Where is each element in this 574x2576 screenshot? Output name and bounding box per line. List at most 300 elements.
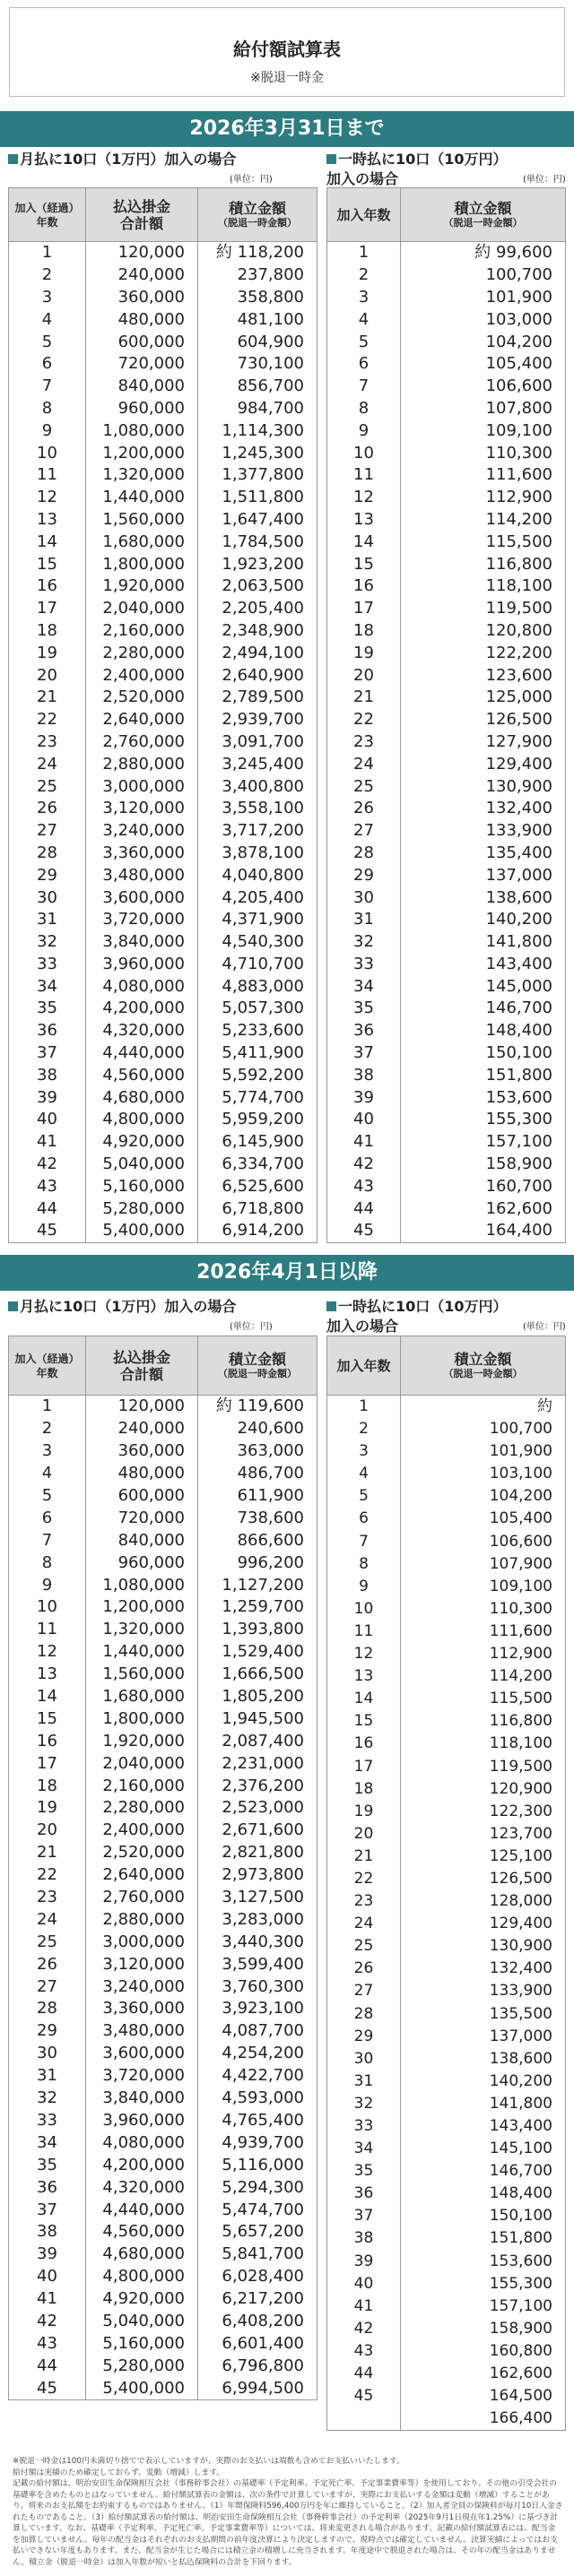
table-row <box>9 1440 317 1463</box>
cell-years: 24 <box>327 1913 401 1935</box>
table-row <box>327 909 566 931</box>
cell-accumulated: 1,511,800 <box>198 487 317 509</box>
cell-years: 45 <box>9 1220 86 1242</box>
cell-years: 44 <box>9 2355 86 2377</box>
cell-paid: 960,000 <box>86 398 198 420</box>
cell-paid: 4,080,000 <box>86 2131 198 2154</box>
cell-accumulated: 約 118,200 <box>198 242 317 264</box>
cell-years: 8 <box>327 398 401 420</box>
cell-accumulated: 5,116,000 <box>198 2154 317 2176</box>
footnotes <box>13 2456 563 2568</box>
cell-accumulated: 106,600 <box>401 1531 566 1553</box>
table-row <box>327 2183 566 2205</box>
table-row <box>9 308 317 331</box>
table-row <box>9 1641 317 1664</box>
cell-paid: 4,680,000 <box>86 1086 198 1109</box>
cell-paid: 4,320,000 <box>86 1020 198 1042</box>
table-row <box>9 419 317 442</box>
cell-paid: 1,560,000 <box>86 509 198 532</box>
cell-years: 12 <box>9 1641 86 1664</box>
cell-paid: 3,720,000 <box>86 909 198 931</box>
cell-paid: 4,200,000 <box>86 998 198 1020</box>
table-row <box>9 1042 317 1065</box>
cell-years: 18 <box>327 620 401 643</box>
table-row <box>9 1953 317 1975</box>
title-box <box>9 7 565 97</box>
cell-years: 34 <box>9 975 86 998</box>
table-row <box>327 1485 566 1508</box>
cell-paid: 600,000 <box>86 331 198 353</box>
table-row <box>327 1396 566 1419</box>
cell-paid: 3,960,000 <box>86 2110 198 2132</box>
lump-heading-1: 一時払に10口（10万円） <box>326 150 508 169</box>
cell-accumulated: 130,900 <box>401 775 566 798</box>
cell-years: 5 <box>9 331 86 353</box>
table-row <box>327 1958 566 1980</box>
cell-paid: 720,000 <box>86 353 198 376</box>
cell-accumulated: 151,800 <box>401 2227 566 2250</box>
table-row <box>9 1109 317 1131</box>
table-row <box>9 2176 317 2199</box>
table-row <box>327 1086 566 1109</box>
cell-accumulated: 125,100 <box>401 1846 566 1868</box>
cell-accumulated: 4,765,400 <box>198 2110 317 2132</box>
table-row <box>327 687 566 709</box>
cell-accumulated: 133,900 <box>401 1980 566 2002</box>
cell-years: 12 <box>9 487 86 509</box>
cell-years: 6 <box>327 353 401 376</box>
cell-accumulated: 3,127,500 <box>198 1887 317 1909</box>
cell-accumulated: 137,000 <box>401 864 566 886</box>
cell-years: 10 <box>9 442 86 464</box>
cell-accumulated: 3,878,100 <box>198 843 317 865</box>
table-row <box>327 886 566 909</box>
cell-accumulated: 5,057,300 <box>198 998 317 1020</box>
cell-accumulated: 611,900 <box>198 1485 317 1508</box>
cell-accumulated: 5,474,700 <box>198 2199 317 2221</box>
cell-accumulated: 155,300 <box>401 1109 566 1131</box>
cell-paid: 3,360,000 <box>86 1998 198 2020</box>
cell-accumulated: 148,400 <box>401 2183 566 2205</box>
cell-years: 6 <box>327 1508 401 1530</box>
cell-paid: 1,320,000 <box>86 464 198 487</box>
cell-accumulated: 148,400 <box>401 1020 566 1042</box>
cell-paid: 1,680,000 <box>86 531 198 553</box>
cell-accumulated: 6,914,200 <box>198 1220 317 1242</box>
cell-years: 40 <box>9 1109 86 1131</box>
lump-heading-2: 一時払に10口（10万円） <box>326 1297 508 1317</box>
cell-accumulated: 4,939,700 <box>198 2131 317 2154</box>
cell-years: 23 <box>327 731 401 754</box>
table-row <box>327 2340 566 2363</box>
cell-paid: 2,880,000 <box>86 753 198 775</box>
cell-accumulated: 115,500 <box>401 1688 566 1710</box>
table-row <box>9 464 317 487</box>
cell-years: 8 <box>327 1553 401 1576</box>
cell-years: 16 <box>327 1733 401 1755</box>
cell-accumulated: 6,796,800 <box>198 2355 317 2377</box>
table-row <box>9 531 317 553</box>
cell-years: 26 <box>9 1953 86 1975</box>
cell-years: 33 <box>9 954 86 976</box>
cell-years: 32 <box>327 2093 401 2115</box>
table-row <box>9 1664 317 1686</box>
cell-years: 9 <box>327 1576 401 1598</box>
cell-paid: 1,560,000 <box>86 1664 198 1686</box>
cell-accumulated: 約 119,600 <box>198 1396 317 1418</box>
cell-accumulated: 2,973,800 <box>198 1864 317 1887</box>
cell-paid: 3,240,000 <box>86 1975 198 1998</box>
cell-years: 15 <box>9 1707 86 1730</box>
table-row <box>327 1846 566 1868</box>
table-row <box>9 2355 317 2377</box>
cell-accumulated: 2,640,900 <box>198 664 317 687</box>
cell-years: 1 <box>327 242 401 264</box>
cell-years: 27 <box>327 820 401 843</box>
table-row <box>9 2088 317 2110</box>
table-row <box>9 1596 317 1619</box>
cell-accumulated: 1,245,300 <box>198 442 317 464</box>
cell-accumulated: 6,408,200 <box>198 2311 317 2333</box>
cell-paid: 2,400,000 <box>86 664 198 687</box>
cell-years: 38 <box>9 2221 86 2243</box>
cell-years: 22 <box>327 709 401 731</box>
table-row <box>327 1042 566 1065</box>
cell-paid: 480,000 <box>86 1463 198 1485</box>
cell-years: 33 <box>327 954 401 976</box>
cell-accumulated: 123,600 <box>401 664 566 687</box>
cell-accumulated: 109,100 <box>401 419 566 442</box>
cell-years: 37 <box>327 1042 401 1065</box>
cell-years: 25 <box>9 775 86 798</box>
cell-years: 5 <box>9 1485 86 1508</box>
table-row <box>9 487 317 509</box>
table-row <box>9 931 317 954</box>
table-row <box>9 331 317 353</box>
cell-years: 21 <box>327 687 401 709</box>
cell-paid: 3,000,000 <box>86 775 198 798</box>
table-row <box>327 376 566 398</box>
cell-years: 38 <box>327 2227 401 2250</box>
cell-accumulated: 126,500 <box>401 1868 566 1890</box>
table-row <box>327 1440 566 1463</box>
cell-accumulated: 140,200 <box>401 909 566 931</box>
cell-years: 14 <box>9 1686 86 1708</box>
cell-accumulated: 6,994,500 <box>198 2377 317 2399</box>
cell-years: 43 <box>9 1175 86 1197</box>
cell-years: 4 <box>9 308 86 331</box>
cell-years: 7 <box>9 376 86 398</box>
cell-accumulated: 122,300 <box>401 1801 566 1823</box>
cell-accumulated: 3,091,700 <box>198 731 317 754</box>
table-row <box>9 1887 317 1909</box>
cell-years: 28 <box>9 843 86 865</box>
monthly-table-2 <box>8 1336 317 2400</box>
cell-accumulated: 6,334,700 <box>198 1154 317 1176</box>
table-row <box>9 1864 317 1887</box>
cell-accumulated: 162,600 <box>401 1197 566 1220</box>
table-row <box>9 1552 317 1574</box>
cell-years: 16 <box>9 1730 86 1752</box>
cell-accumulated: 996,200 <box>198 1552 317 1574</box>
cell-years: 33 <box>9 2110 86 2132</box>
table-row <box>327 664 566 687</box>
cell-paid: 4,680,000 <box>86 2243 198 2266</box>
cell-accumulated: 104,200 <box>401 1485 566 1508</box>
monthly-unit-1: (単位：円) <box>230 175 273 185</box>
cell-years: 41 <box>9 2288 86 2311</box>
cell-years: 9 <box>9 419 86 442</box>
cell-accumulated: 5,774,700 <box>198 1086 317 1109</box>
cell-paid: 3,600,000 <box>86 2043 198 2065</box>
table-row <box>9 598 317 620</box>
cell-accumulated: 1,114,300 <box>198 419 317 442</box>
cell-years: 30 <box>9 886 86 909</box>
table-row <box>327 1688 566 1710</box>
cell-paid: 3,000,000 <box>86 1931 198 1953</box>
cell-paid: 2,040,000 <box>86 598 198 620</box>
cell-accumulated: 1,647,400 <box>198 509 317 532</box>
table-row <box>9 353 317 376</box>
cell-years: 23 <box>327 1890 401 1913</box>
cell-years: 44 <box>9 1197 86 1220</box>
cell-years: 31 <box>327 909 401 931</box>
cell-accumulated: 1,945,500 <box>198 1707 317 1730</box>
cell-years: 32 <box>327 931 401 954</box>
table-row <box>327 1154 566 1176</box>
cell-accumulated: 3,599,400 <box>198 1953 317 1975</box>
table-row <box>327 1868 566 1890</box>
cell-paid: 3,240,000 <box>86 820 198 843</box>
cell-years: 18 <box>9 1775 86 1797</box>
cell-years: 29 <box>9 864 86 886</box>
cell-accumulated: 481,100 <box>198 308 317 331</box>
cell-accumulated: 2,789,500 <box>198 687 317 709</box>
period-banner-1: 2026年3月31日まで <box>0 111 574 147</box>
cell-accumulated: 1,529,400 <box>198 1641 317 1664</box>
cell-paid: 1,320,000 <box>86 1619 198 1641</box>
cell-years: 17 <box>327 598 401 620</box>
table-row <box>327 2003 566 2026</box>
cell-paid: 3,480,000 <box>86 2020 198 2043</box>
cell-accumulated: 5,411,900 <box>198 1042 317 1065</box>
footnote: ※脱退一時金は100円未満切り捨てで表示していますが、実際のお支払いは端数も含めてお支払いいたします。 <box>13 2457 404 2466</box>
cell-years: 22 <box>327 1868 401 1890</box>
cell-accumulated: 2,348,900 <box>198 620 317 643</box>
cell-paid: 4,800,000 <box>86 2266 198 2288</box>
cell-years: 5 <box>327 1485 401 1508</box>
cell-accumulated: 157,100 <box>401 2295 566 2318</box>
cell-accumulated: 5,959,200 <box>198 1109 317 1131</box>
cell-accumulated: 237,800 <box>198 264 317 287</box>
table-row <box>327 1131 566 1154</box>
cell-years: 43 <box>327 1175 401 1197</box>
cell-accumulated: 6,217,200 <box>198 2288 317 2311</box>
cell-years: 34 <box>327 2138 401 2160</box>
cell-accumulated: 1,666,500 <box>198 1664 317 1686</box>
cell-years: 12 <box>327 487 401 509</box>
cell-years: 15 <box>327 553 401 575</box>
page-subtitle: ※脱退一時金 <box>250 71 324 85</box>
cell-accumulated: 6,601,400 <box>198 2332 317 2355</box>
table-row <box>9 620 317 643</box>
cell-accumulated: 120,900 <box>401 1778 566 1801</box>
cell-years: 25 <box>9 1931 86 1953</box>
cell-accumulated: 157,100 <box>401 1131 566 1154</box>
cell-paid: 120,000 <box>86 1396 198 1418</box>
table-row <box>327 1913 566 1935</box>
cell-years: 22 <box>9 1864 86 1887</box>
cell-years: 39 <box>327 1086 401 1109</box>
cell-accumulated: 120,800 <box>401 620 566 643</box>
cell-years: 11 <box>327 464 401 487</box>
table-row <box>327 2048 566 2070</box>
cell-years: 6 <box>9 353 86 376</box>
cell-years: 20 <box>9 664 86 687</box>
cell-accumulated: 135,500 <box>401 2003 566 2026</box>
table-row <box>327 1778 566 1801</box>
table-row <box>327 264 566 287</box>
table-row <box>9 954 317 976</box>
cell-years: 20 <box>327 664 401 687</box>
cell-years: 26 <box>327 1958 401 1980</box>
cell-accumulated: 162,600 <box>401 2363 566 2385</box>
table-row <box>327 1220 566 1242</box>
table-row <box>9 998 317 1020</box>
table-row <box>327 620 566 643</box>
lump-heading-1b: 加入の場合 <box>326 170 399 187</box>
cell-accumulated: 126,500 <box>401 709 566 731</box>
cell-accumulated: 2,205,400 <box>198 598 317 620</box>
table-row <box>327 2251 566 2273</box>
cell-accumulated: 112,900 <box>401 487 566 509</box>
cell-paid: 5,160,000 <box>86 1175 198 1197</box>
cell-years: 26 <box>9 798 86 820</box>
table-row <box>327 1733 566 1755</box>
cell-years: 42 <box>9 2311 86 2333</box>
cell-accumulated: 3,923,100 <box>198 1998 317 2020</box>
cell-paid: 1,920,000 <box>86 575 198 598</box>
cell-years: 33 <box>327 2115 401 2138</box>
cell-years: 37 <box>327 2205 401 2227</box>
cell-paid: 2,040,000 <box>86 1752 198 1775</box>
cell-years: 44 <box>327 2363 401 2385</box>
table-row <box>9 264 317 287</box>
cell-years: 25 <box>327 1935 401 1958</box>
cell-paid: 2,880,000 <box>86 1908 198 1931</box>
cell-accumulated: 153,600 <box>401 1086 566 1109</box>
square-bullet-icon <box>8 1301 18 1311</box>
cell-accumulated: 4,087,700 <box>198 2020 317 2043</box>
lump-unit-2: (単位：円) <box>523 1322 566 1332</box>
table-row <box>9 2199 317 2221</box>
cell-accumulated: 5,841,700 <box>198 2243 317 2266</box>
cell-accumulated: 4,883,000 <box>198 975 317 998</box>
cell-years: 45 <box>9 2377 86 2399</box>
cell-accumulated: 2,231,000 <box>198 1752 317 1775</box>
cell-accumulated: 4,371,900 <box>198 909 317 931</box>
cell-years: 39 <box>9 2243 86 2266</box>
cell-paid: 1,200,000 <box>86 442 198 464</box>
table-row <box>327 1756 566 1778</box>
table-row <box>327 2026 566 2048</box>
cell-accumulated: 135,400 <box>401 843 566 865</box>
table-row <box>327 2070 566 2093</box>
cell-years: 14 <box>327 1688 401 1710</box>
cell-accumulated: 138,600 <box>401 886 566 909</box>
cell-accumulated: 118,100 <box>401 1733 566 1755</box>
cell-years: 31 <box>9 2065 86 2088</box>
cell-accumulated: 1,127,200 <box>198 1574 317 1596</box>
cell-accumulated: 164,500 <box>401 2385 566 2407</box>
cell-accumulated: 104,200 <box>401 331 566 353</box>
square-bullet-icon <box>8 154 18 164</box>
cell-paid: 5,160,000 <box>86 2332 198 2355</box>
cell-years: 6 <box>9 1507 86 1529</box>
cell-paid: 1,680,000 <box>86 1686 198 1708</box>
cell-paid: 360,000 <box>86 1440 198 1463</box>
cell-years: 2 <box>9 264 86 287</box>
cell-accumulated: 1,377,800 <box>198 464 317 487</box>
table-row <box>327 731 566 754</box>
table-row <box>327 1801 566 1823</box>
cell-accumulated: 2,671,600 <box>198 1820 317 1842</box>
table-row <box>9 1975 317 1998</box>
table-row <box>9 1529 317 1552</box>
table-row <box>9 1931 317 1953</box>
cell-accumulated: 114,200 <box>401 509 566 532</box>
cell-years: 13 <box>9 509 86 532</box>
cell-years: 35 <box>327 998 401 1020</box>
cell-years: 17 <box>327 1756 401 1778</box>
monthly-heading-1: 月払に10口（1万円）加入の場合 <box>8 150 236 169</box>
table-row <box>9 398 317 420</box>
cell-years: 38 <box>327 1064 401 1086</box>
cell-accumulated: 1,259,700 <box>198 1596 317 1619</box>
cell-years: 19 <box>9 642 86 664</box>
cell-years: 42 <box>9 1154 86 1176</box>
cell-paid: 120,000 <box>86 242 198 264</box>
table-row <box>9 642 317 664</box>
cell-years: 42 <box>327 2318 401 2340</box>
cell-years: 36 <box>9 2176 86 2199</box>
cell-years: 29 <box>327 2026 401 2048</box>
table-row <box>9 2065 317 2088</box>
cell-years: 1 <box>9 242 86 264</box>
cell-paid: 2,640,000 <box>86 709 198 731</box>
table-row <box>327 843 566 865</box>
table-row <box>9 376 317 398</box>
cell-paid: 3,600,000 <box>86 886 198 909</box>
cell-accumulated: 6,718,800 <box>198 1197 317 1220</box>
table-row <box>9 843 317 865</box>
table-row <box>327 1531 566 1553</box>
table-row <box>9 2020 317 2043</box>
cell-accumulated: 122,200 <box>401 642 566 664</box>
table-row <box>9 2110 317 2132</box>
cell-years: 31 <box>327 2070 401 2093</box>
cell-years: 16 <box>9 575 86 598</box>
cell-years: 2 <box>327 1418 401 1440</box>
cell-accumulated: 1,805,200 <box>198 1686 317 1708</box>
cell-paid: 480,000 <box>86 308 198 331</box>
table-row <box>327 308 566 331</box>
cell-years: 4 <box>327 1463 401 1485</box>
table-row <box>9 1775 317 1797</box>
cell-accumulated: 1,923,200 <box>198 553 317 575</box>
square-bullet-icon <box>326 1301 336 1311</box>
cell-accumulated: 128,000 <box>401 1890 566 1913</box>
